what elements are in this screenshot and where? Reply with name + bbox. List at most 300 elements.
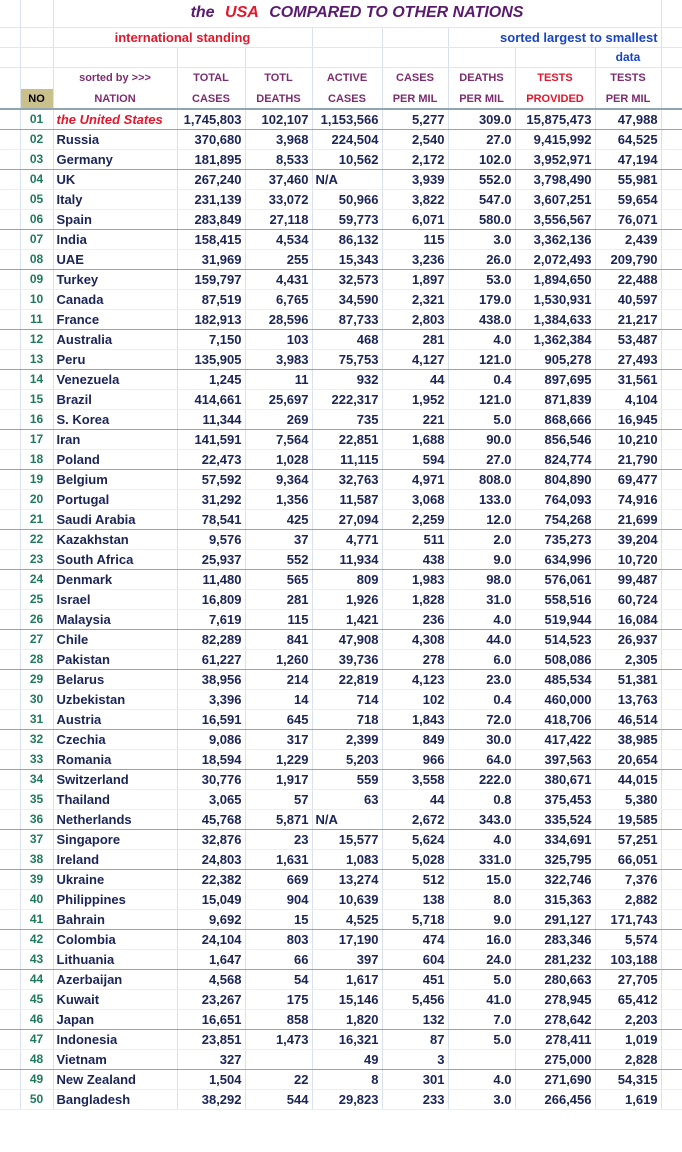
table-row bbox=[0, 529, 682, 549]
row-number: 20 bbox=[20, 489, 53, 509]
table-cell: 1,952 bbox=[382, 389, 448, 409]
table-cell: 5.0 bbox=[448, 409, 515, 429]
table-cell: 34,590 bbox=[312, 289, 382, 309]
row-number: 18 bbox=[20, 449, 53, 469]
table-cell: 47,988 bbox=[595, 109, 661, 129]
table-cell: 16,321 bbox=[312, 1029, 382, 1049]
table-cell: 44.0 bbox=[448, 629, 515, 649]
table-cell: 59,654 bbox=[595, 189, 661, 209]
table-cell: 57 bbox=[245, 789, 312, 809]
table-cell: 2,172 bbox=[382, 149, 448, 169]
table-cell: 102 bbox=[382, 689, 448, 709]
table-cell: 1,917 bbox=[245, 769, 312, 789]
table-cell: 16.0 bbox=[448, 929, 515, 949]
table-cell: 222.0 bbox=[448, 769, 515, 789]
table-cell: 31,561 bbox=[595, 369, 661, 389]
row-number: 26 bbox=[20, 609, 53, 629]
title-highlight: USA bbox=[225, 4, 259, 22]
table-cell: 1,028 bbox=[245, 449, 312, 469]
table-cell: 5.0 bbox=[448, 1029, 515, 1049]
table-cell: 325,795 bbox=[515, 849, 595, 869]
table-cell: 3,822 bbox=[382, 189, 448, 209]
table-row bbox=[0, 629, 682, 649]
table-cell: 397,563 bbox=[515, 749, 595, 769]
row-number: 39 bbox=[20, 869, 53, 889]
row-number: 34 bbox=[20, 769, 53, 789]
table-cell: 808.0 bbox=[448, 469, 515, 489]
table-cell: 11,587 bbox=[312, 489, 382, 509]
table-cell: 3.0 bbox=[448, 229, 515, 249]
table-cell: 1,631 bbox=[245, 849, 312, 869]
table-cell: 60,724 bbox=[595, 589, 661, 609]
table-row bbox=[0, 1089, 682, 1109]
table-cell: 57,592 bbox=[177, 469, 245, 489]
table-cell: 3,798,490 bbox=[515, 169, 595, 189]
row-number: 40 bbox=[20, 889, 53, 909]
table-cell: 12.0 bbox=[448, 509, 515, 529]
nation-name: Pakistan bbox=[53, 649, 177, 669]
table-row bbox=[0, 489, 682, 509]
table-cell: 375,453 bbox=[515, 789, 595, 809]
table-cell: 11,934 bbox=[312, 549, 382, 569]
table-cell: 179.0 bbox=[448, 289, 515, 309]
table-cell: 2,540 bbox=[382, 129, 448, 149]
table-cell: 76,071 bbox=[595, 209, 661, 229]
table-cell: 485,534 bbox=[515, 669, 595, 689]
nation-name: UAE bbox=[53, 249, 177, 269]
table-cell: 102,107 bbox=[245, 109, 312, 129]
nation-name: Iran bbox=[53, 429, 177, 449]
table-cell: 25,937 bbox=[177, 549, 245, 569]
row-number: 08 bbox=[20, 249, 53, 269]
table-cell: 281 bbox=[382, 329, 448, 349]
table-cell: 59,773 bbox=[312, 209, 382, 229]
table-row bbox=[0, 429, 682, 449]
table-cell: 9,086 bbox=[177, 729, 245, 749]
table-cell: 5,718 bbox=[382, 909, 448, 929]
title-suffix: COMPARED TO OTHER NATIONS bbox=[269, 4, 524, 22]
table-cell: 849 bbox=[382, 729, 448, 749]
table-cell: 3,556,567 bbox=[515, 209, 595, 229]
row-number: 11 bbox=[20, 309, 53, 329]
table-cell: 266,456 bbox=[515, 1089, 595, 1109]
table-cell: 37 bbox=[245, 529, 312, 549]
row-number: 04 bbox=[20, 169, 53, 189]
table-cell: 9,415,992 bbox=[515, 129, 595, 149]
table-cell: 102.0 bbox=[448, 149, 515, 169]
table-cell: 30,776 bbox=[177, 769, 245, 789]
table-row bbox=[0, 329, 682, 349]
table-cell: 438 bbox=[382, 549, 448, 569]
table-cell: 15,577 bbox=[312, 829, 382, 849]
table-cell: 904 bbox=[245, 889, 312, 909]
nation-name: Belarus bbox=[53, 669, 177, 689]
row-number: 05 bbox=[20, 189, 53, 209]
table-cell: 2,439 bbox=[595, 229, 661, 249]
table-cell: 13,274 bbox=[312, 869, 382, 889]
table-cell: 417,422 bbox=[515, 729, 595, 749]
table-cell: 512 bbox=[382, 869, 448, 889]
table-cell: 233 bbox=[382, 1089, 448, 1109]
table-cell: 141,591 bbox=[177, 429, 245, 449]
table-cell: 7,150 bbox=[177, 329, 245, 349]
table-row bbox=[0, 309, 682, 329]
table-cell: 4,771 bbox=[312, 529, 382, 549]
row-number: 17 bbox=[20, 429, 53, 449]
table-cell: 576,061 bbox=[515, 569, 595, 589]
table-cell: 16,651 bbox=[177, 1009, 245, 1029]
row-number: 49 bbox=[20, 1069, 53, 1089]
table-row bbox=[0, 849, 682, 869]
nation-name: Ukraine bbox=[53, 869, 177, 889]
table-cell: 121.0 bbox=[448, 389, 515, 409]
table-cell: 468 bbox=[312, 329, 382, 349]
table-cell: 565 bbox=[245, 569, 312, 589]
table-cell: 115 bbox=[382, 229, 448, 249]
nation-name: Italy bbox=[53, 189, 177, 209]
header-top-1: TOTL bbox=[245, 67, 312, 89]
nation-name: Bahrain bbox=[53, 909, 177, 929]
table-cell: 552.0 bbox=[448, 169, 515, 189]
table-cell: 175 bbox=[245, 989, 312, 1009]
table-cell: 1,260 bbox=[245, 649, 312, 669]
header-bottom-6: PER MIL bbox=[448, 89, 515, 109]
table-cell: 3,607,251 bbox=[515, 189, 595, 209]
table-cell: 28,596 bbox=[245, 309, 312, 329]
table-cell: 809 bbox=[312, 569, 382, 589]
table-row bbox=[0, 769, 682, 789]
table-row bbox=[0, 369, 682, 389]
table-cell: 7,564 bbox=[245, 429, 312, 449]
table-row bbox=[0, 409, 682, 429]
table-cell: 2,828 bbox=[595, 1049, 661, 1069]
table-cell: 182,913 bbox=[177, 309, 245, 329]
subtitle-left: international standing bbox=[53, 27, 312, 47]
header-bottom-7: PROVIDED bbox=[515, 89, 595, 109]
table-cell: 38,985 bbox=[595, 729, 661, 749]
row-number: 46 bbox=[20, 1009, 53, 1029]
row-number: 37 bbox=[20, 829, 53, 849]
row-number: 10 bbox=[20, 289, 53, 309]
row-number: 50 bbox=[20, 1089, 53, 1109]
header-bottom-1: NATION bbox=[53, 89, 177, 109]
table-cell: 4,308 bbox=[382, 629, 448, 649]
row-number: 38 bbox=[20, 849, 53, 869]
nation-name: S. Korea bbox=[53, 409, 177, 429]
row-number: 14 bbox=[20, 369, 53, 389]
table-cell: 275,000 bbox=[515, 1049, 595, 1069]
table-cell: 158,415 bbox=[177, 229, 245, 249]
table-cell: 22,382 bbox=[177, 869, 245, 889]
table-cell: 31.0 bbox=[448, 589, 515, 609]
table-cell: 278,411 bbox=[515, 1029, 595, 1049]
table-cell: 9,364 bbox=[245, 469, 312, 489]
nation-name: Netherlands bbox=[53, 809, 177, 829]
header-bottom-4: CASES bbox=[312, 89, 382, 109]
table-cell: 2,072,493 bbox=[515, 249, 595, 269]
header-bottom-8: PER MIL bbox=[595, 89, 661, 109]
table-cell: 425 bbox=[245, 509, 312, 529]
table-cell: 2,321 bbox=[382, 289, 448, 309]
table-cell: 370,680 bbox=[177, 129, 245, 149]
nation-name: Austria bbox=[53, 709, 177, 729]
table-cell: 327 bbox=[177, 1049, 245, 1069]
table-cell: 47,908 bbox=[312, 629, 382, 649]
table-cell: 514,523 bbox=[515, 629, 595, 649]
table-cell: 16,809 bbox=[177, 589, 245, 609]
table-cell: 103,188 bbox=[595, 949, 661, 969]
table-cell: 24,104 bbox=[177, 929, 245, 949]
table-cell: 4.0 bbox=[448, 1069, 515, 1089]
table-cell: 3.0 bbox=[448, 1089, 515, 1109]
table-cell: 135,905 bbox=[177, 349, 245, 369]
table-cell: 53,487 bbox=[595, 329, 661, 349]
table-cell: 4.0 bbox=[448, 329, 515, 349]
table-cell: 8 bbox=[312, 1069, 382, 1089]
table-cell: 66,051 bbox=[595, 849, 661, 869]
table-row bbox=[0, 689, 682, 709]
table-cell: 133.0 bbox=[448, 489, 515, 509]
table-cell: 3 bbox=[382, 1049, 448, 1069]
table-cell: 1,843 bbox=[382, 709, 448, 729]
table-cell: 856,546 bbox=[515, 429, 595, 449]
table-cell: 21,790 bbox=[595, 449, 661, 469]
table-cell: 75,753 bbox=[312, 349, 382, 369]
table-cell: 54,315 bbox=[595, 1069, 661, 1089]
table-cell: 14 bbox=[245, 689, 312, 709]
table-cell: 15,146 bbox=[312, 989, 382, 1009]
table-cell: 16,945 bbox=[595, 409, 661, 429]
table-cell: 31,292 bbox=[177, 489, 245, 509]
nation-name: Singapore bbox=[53, 829, 177, 849]
table-cell: 47,194 bbox=[595, 149, 661, 169]
table-cell: 5,380 bbox=[595, 789, 661, 809]
table-cell: 16,084 bbox=[595, 609, 661, 629]
table-cell: 27,493 bbox=[595, 349, 661, 369]
table-cell: 25,697 bbox=[245, 389, 312, 409]
nation-name: Poland bbox=[53, 449, 177, 469]
table-cell: 209,790 bbox=[595, 249, 661, 269]
nation-name: Portugal bbox=[53, 489, 177, 509]
table-cell: 5,277 bbox=[382, 109, 448, 129]
table-row bbox=[0, 889, 682, 909]
table-cell: 519,944 bbox=[515, 609, 595, 629]
table-cell: 278,642 bbox=[515, 1009, 595, 1029]
nation-name: Romania bbox=[53, 749, 177, 769]
table-cell: 301 bbox=[382, 1069, 448, 1089]
nation-name: Kazakhstan bbox=[53, 529, 177, 549]
nation-name: Saudi Arabia bbox=[53, 509, 177, 529]
table-row bbox=[0, 509, 682, 529]
table-cell: 397 bbox=[312, 949, 382, 969]
table-cell: 2,203 bbox=[595, 1009, 661, 1029]
row-number: 47 bbox=[20, 1029, 53, 1049]
nation-name: Colombia bbox=[53, 929, 177, 949]
table-cell: 474 bbox=[382, 929, 448, 949]
table-cell: 26.0 bbox=[448, 249, 515, 269]
table-row bbox=[0, 469, 682, 489]
table-cell: 33,072 bbox=[245, 189, 312, 209]
table-cell: 46,514 bbox=[595, 709, 661, 729]
nation-name: Belgium bbox=[53, 469, 177, 489]
row-number: 16 bbox=[20, 409, 53, 429]
table-cell: 754,268 bbox=[515, 509, 595, 529]
nation-name: New Zealand bbox=[53, 1069, 177, 1089]
table-cell: 451 bbox=[382, 969, 448, 989]
row-number: 03 bbox=[20, 149, 53, 169]
table-row bbox=[0, 189, 682, 209]
header-bottom-3: DEATHS bbox=[245, 89, 312, 109]
table-cell: 343.0 bbox=[448, 809, 515, 829]
table-cell: 10,210 bbox=[595, 429, 661, 449]
table-cell: 45,768 bbox=[177, 809, 245, 829]
table-cell: 897,695 bbox=[515, 369, 595, 389]
table-cell: 10,639 bbox=[312, 889, 382, 909]
table-cell: 11,115 bbox=[312, 449, 382, 469]
table-cell: 278 bbox=[382, 649, 448, 669]
table-cell: 32,573 bbox=[312, 269, 382, 289]
nation-name: Peru bbox=[53, 349, 177, 369]
row-number: 44 bbox=[20, 969, 53, 989]
row-number: 23 bbox=[20, 549, 53, 569]
table-cell: 40,597 bbox=[595, 289, 661, 309]
table-row bbox=[0, 229, 682, 249]
header-top-6: TESTS bbox=[595, 67, 661, 89]
table-cell: 1,019 bbox=[595, 1029, 661, 1049]
table-cell: 5,624 bbox=[382, 829, 448, 849]
table-cell: 559 bbox=[312, 769, 382, 789]
nation-name: Switzerland bbox=[53, 769, 177, 789]
table-row bbox=[0, 869, 682, 889]
table-cell: 803 bbox=[245, 929, 312, 949]
subtitle-right: sorted largest to smallest bbox=[448, 27, 661, 47]
table-cell: 64.0 bbox=[448, 749, 515, 769]
table-cell: 255 bbox=[245, 249, 312, 269]
row-number: 09 bbox=[20, 269, 53, 289]
table-cell: 278,945 bbox=[515, 989, 595, 1009]
table-row bbox=[0, 129, 682, 149]
table-cell: 10,562 bbox=[312, 149, 382, 169]
nation-name: the United States bbox=[53, 109, 177, 129]
table-cell: 69,477 bbox=[595, 469, 661, 489]
table-cell: 15,875,473 bbox=[515, 109, 595, 129]
row-number: 13 bbox=[20, 349, 53, 369]
table-row bbox=[0, 589, 682, 609]
table-cell: 735 bbox=[312, 409, 382, 429]
table-cell: 138 bbox=[382, 889, 448, 909]
table-cell: 871,839 bbox=[515, 389, 595, 409]
table-cell: 51,381 bbox=[595, 669, 661, 689]
table-cell: 65,412 bbox=[595, 989, 661, 1009]
table-cell: 87 bbox=[382, 1029, 448, 1049]
table-cell: 3,236 bbox=[382, 249, 448, 269]
table-cell: 309.0 bbox=[448, 109, 515, 129]
nation-name: France bbox=[53, 309, 177, 329]
table-cell: 4.0 bbox=[448, 829, 515, 849]
table-cell: 63 bbox=[312, 789, 382, 809]
table-row bbox=[0, 289, 682, 309]
row-number: 25 bbox=[20, 589, 53, 609]
table-cell: 291,127 bbox=[515, 909, 595, 929]
row-number: 19 bbox=[20, 469, 53, 489]
table-cell: 4,971 bbox=[382, 469, 448, 489]
table-cell: 5,574 bbox=[595, 929, 661, 949]
table-cell: 1,983 bbox=[382, 569, 448, 589]
table-cell: 1,894,650 bbox=[515, 269, 595, 289]
table-cell: 669 bbox=[245, 869, 312, 889]
table-row bbox=[0, 549, 682, 569]
table-cell: 267,240 bbox=[177, 169, 245, 189]
table-cell: 1,362,384 bbox=[515, 329, 595, 349]
table-row bbox=[0, 949, 682, 969]
table-row bbox=[0, 969, 682, 989]
table-cell: 27.0 bbox=[448, 449, 515, 469]
table-cell: 764,093 bbox=[515, 489, 595, 509]
table-cell: 15,343 bbox=[312, 249, 382, 269]
table-cell: 280,663 bbox=[515, 969, 595, 989]
table-cell: 905,278 bbox=[515, 349, 595, 369]
table-row bbox=[0, 749, 682, 769]
header-top-3: CASES bbox=[382, 67, 448, 89]
table-cell: 132 bbox=[382, 1009, 448, 1029]
table-cell: 4,534 bbox=[245, 229, 312, 249]
table-cell: 55,981 bbox=[595, 169, 661, 189]
table-cell: 4,568 bbox=[177, 969, 245, 989]
table-cell: 6,071 bbox=[382, 209, 448, 229]
table-cell: 66 bbox=[245, 949, 312, 969]
table-cell: 44 bbox=[382, 369, 448, 389]
table-cell: 19,585 bbox=[595, 809, 661, 829]
table-cell: 22 bbox=[245, 1069, 312, 1089]
table-cell: 271,690 bbox=[515, 1069, 595, 1089]
table-cell: 74,916 bbox=[595, 489, 661, 509]
table-cell: 9,576 bbox=[177, 529, 245, 549]
table-cell: 27.0 bbox=[448, 129, 515, 149]
row-number: 28 bbox=[20, 649, 53, 669]
table-cell: 54 bbox=[245, 969, 312, 989]
table-cell: 5,203 bbox=[312, 749, 382, 769]
table-cell: 2,305 bbox=[595, 649, 661, 669]
table-row bbox=[0, 109, 682, 129]
table-cell: 222,317 bbox=[312, 389, 382, 409]
table-cell: 4,525 bbox=[312, 909, 382, 929]
table-cell: 87,733 bbox=[312, 309, 382, 329]
table-row bbox=[0, 1049, 682, 1069]
table-cell: 221 bbox=[382, 409, 448, 429]
nation-name: Kuwait bbox=[53, 989, 177, 1009]
table-cell: 322,746 bbox=[515, 869, 595, 889]
table-cell: 1,688 bbox=[382, 429, 448, 449]
table-cell: 21,217 bbox=[595, 309, 661, 329]
table-cell: 1,820 bbox=[312, 1009, 382, 1029]
table-cell: 13,763 bbox=[595, 689, 661, 709]
row-number: 21 bbox=[20, 509, 53, 529]
table-cell: 11,344 bbox=[177, 409, 245, 429]
table-row bbox=[0, 709, 682, 729]
nation-name: Brazil bbox=[53, 389, 177, 409]
nation-name: Denmark bbox=[53, 569, 177, 589]
table-cell: 15,049 bbox=[177, 889, 245, 909]
table-cell: 61,227 bbox=[177, 649, 245, 669]
table-cell: 804,890 bbox=[515, 469, 595, 489]
table-cell: 547.0 bbox=[448, 189, 515, 209]
table-cell: 544 bbox=[245, 1089, 312, 1109]
table-cell: 236 bbox=[382, 609, 448, 629]
table-cell: 53.0 bbox=[448, 269, 515, 289]
nation-name: Azerbaijan bbox=[53, 969, 177, 989]
nation-name: Venezuela bbox=[53, 369, 177, 389]
table-cell: 22,488 bbox=[595, 269, 661, 289]
